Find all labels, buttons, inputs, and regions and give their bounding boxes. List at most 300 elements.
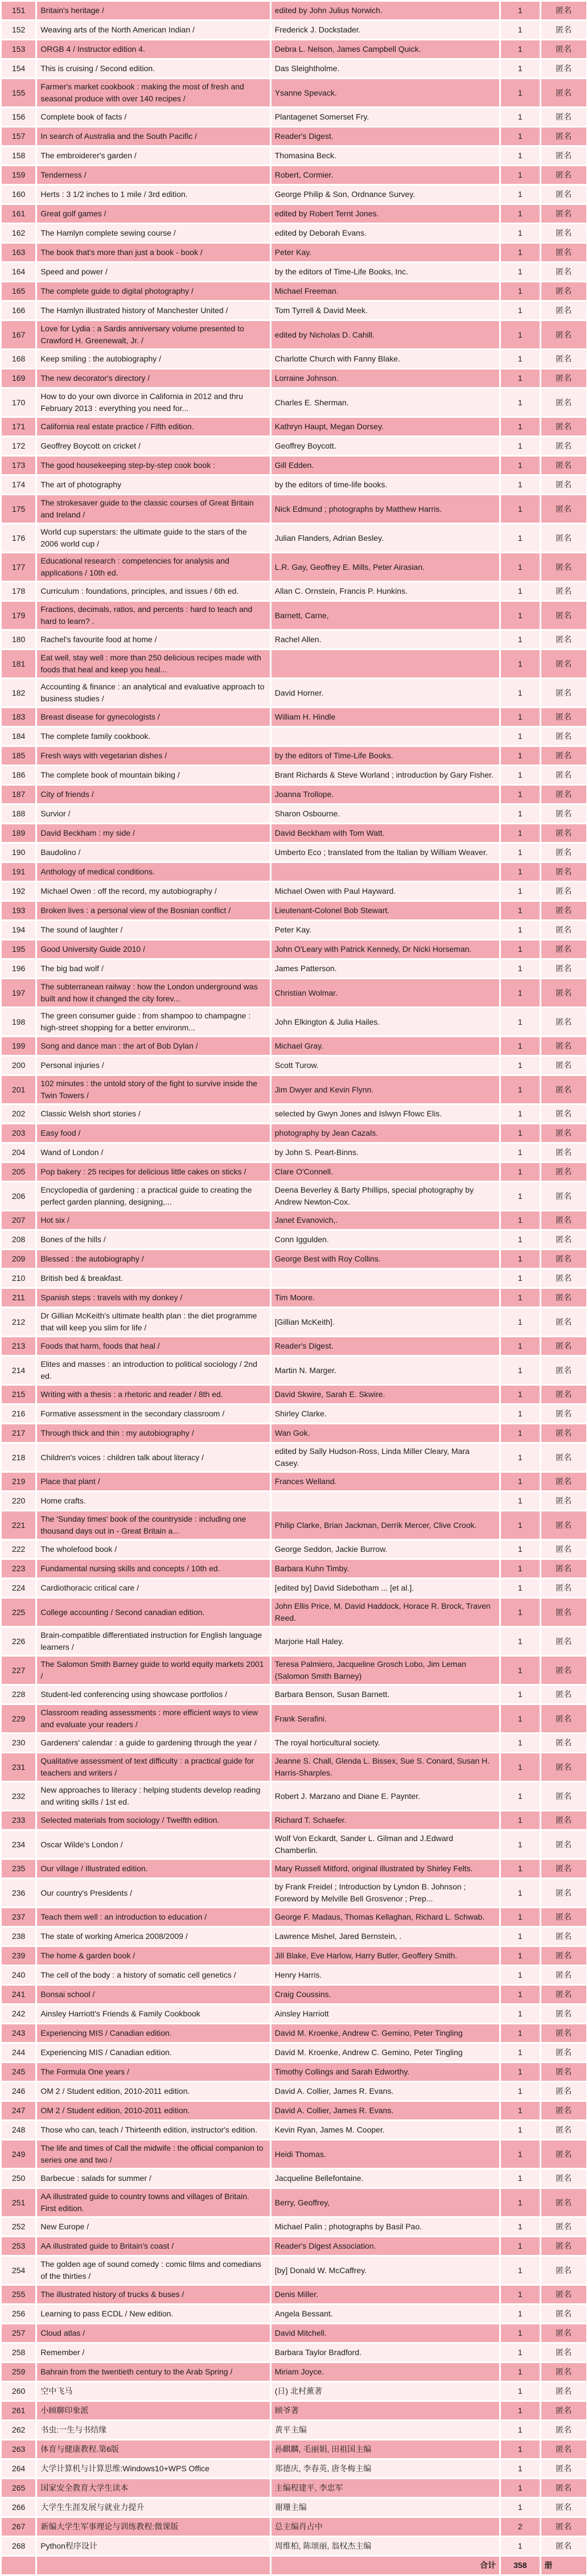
table-row bbox=[2, 369, 586, 387]
copy-count-cell: 1 bbox=[501, 1405, 539, 1423]
copy-count-cell: 1 bbox=[501, 1492, 539, 1510]
anonymous-donor-cell: 匿名 bbox=[541, 389, 587, 416]
book-author-cell: William H. Hindle bbox=[272, 708, 499, 726]
book-author-cell: Clare O'Connell. bbox=[272, 1163, 499, 1181]
copy-count-cell: 1 bbox=[501, 1424, 539, 1442]
row-number-cell: 219 bbox=[2, 1473, 35, 1490]
book-title-cell: College accounting / Second canadian edition. bbox=[37, 1599, 269, 1626]
row-number-cell: 183 bbox=[2, 708, 35, 726]
book-author-cell: [edited by] David Sidebotham ... [et al.]. bbox=[272, 1579, 499, 1597]
book-title-cell: Python程序设计 bbox=[37, 2537, 269, 2555]
copy-count-cell: 1 bbox=[501, 244, 539, 261]
table-row bbox=[2, 476, 586, 494]
footer-empty-title-cell bbox=[37, 2557, 269, 2574]
row-number-cell: 195 bbox=[2, 940, 35, 958]
anonymous-donor-cell: 匿名 bbox=[541, 631, 587, 648]
table-row bbox=[2, 1734, 586, 1752]
row-number-cell: 165 bbox=[2, 282, 35, 300]
anonymous-donor-cell: 匿名 bbox=[541, 679, 587, 706]
book-title-cell: Hot six / bbox=[37, 1211, 269, 1229]
book-author-cell: 谢珊主编 bbox=[272, 2499, 499, 2516]
book-author-cell: by John S. Peart-Binns. bbox=[272, 1144, 499, 1161]
book-title-cell: New Europe / bbox=[37, 2218, 269, 2236]
book-author-cell: by the editors of Time-Life Books. bbox=[272, 747, 499, 765]
book-author-cell: Richard T. Schaefer. bbox=[272, 1811, 499, 1829]
table-row bbox=[2, 902, 586, 919]
copy-count-cell: 1 bbox=[501, 186, 539, 203]
copy-count-cell: 1 bbox=[501, 786, 539, 803]
table-row bbox=[2, 128, 586, 145]
book-author-cell: Lawrence Mishel, Jared Bernstein, . bbox=[272, 1928, 499, 1945]
row-number-cell: 190 bbox=[2, 844, 35, 861]
total-label: 合计 bbox=[272, 2557, 499, 2574]
book-title-cell: Learning to pass ECDL / New edition. bbox=[37, 2305, 269, 2323]
book-title-cell: The complete book of mountain biking / bbox=[37, 766, 269, 784]
table-row bbox=[2, 1811, 586, 1829]
copy-count-cell: 1 bbox=[501, 1753, 539, 1781]
book-author-cell: Lorraine Johnson. bbox=[272, 369, 499, 387]
book-title-cell: Speed and power / bbox=[37, 263, 269, 281]
book-title-cell: 国家安全教育大学生读本 bbox=[37, 2479, 269, 2497]
anonymous-donor-cell: 匿名 bbox=[541, 960, 587, 977]
book-author-cell: Reader's Digest Association. bbox=[272, 2237, 499, 2255]
row-number-cell: 231 bbox=[2, 1753, 35, 1781]
book-author-cell: Geoffrey Boycott. bbox=[272, 437, 499, 455]
row-number-cell: 233 bbox=[2, 1811, 35, 1829]
book-title-cell: Children's voices : children talk about literacy / bbox=[37, 1444, 269, 1471]
row-number-cell: 174 bbox=[2, 476, 35, 494]
copy-count-cell: 1 bbox=[501, 1947, 539, 1965]
book-author-cell: 郑德庆, 李春英, 唐冬梅主编 bbox=[272, 2460, 499, 2478]
table-row bbox=[2, 960, 586, 977]
row-number-cell: 224 bbox=[2, 1579, 35, 1597]
anonymous-donor-cell: 匿名 bbox=[541, 2518, 587, 2536]
table-row bbox=[2, 2344, 586, 2361]
anonymous-donor-cell: 匿名 bbox=[541, 1908, 587, 1926]
book-title-cell: Cardiothoracic critical care / bbox=[37, 1579, 269, 1597]
copy-count-cell: 1 bbox=[501, 418, 539, 436]
book-author-cell: Wolf Von Eckardt, Sander L. Gilman and J.Edward Chamberlin. bbox=[272, 1831, 499, 1858]
book-title-cell: Farmer's market cookbook : making the most of fresh and seasonal produce with over 140 recipes / bbox=[37, 79, 269, 106]
book-author-cell: Michael Freeman. bbox=[272, 282, 499, 300]
table-row bbox=[2, 389, 586, 416]
table-row bbox=[2, 1057, 586, 1074]
anonymous-donor-cell: 匿名 bbox=[541, 2044, 587, 2061]
copy-count-cell: 1 bbox=[501, 1628, 539, 1655]
row-number-cell: 205 bbox=[2, 1163, 35, 1181]
copy-count-cell: 1 bbox=[501, 2237, 539, 2255]
anonymous-donor-cell: 匿名 bbox=[541, 979, 587, 1006]
anonymous-donor-cell: 匿名 bbox=[541, 747, 587, 765]
anonymous-donor-cell: 匿名 bbox=[541, 282, 587, 300]
row-number-cell: 239 bbox=[2, 1947, 35, 1965]
copy-count-cell: 1 bbox=[501, 631, 539, 648]
anonymous-donor-cell: 匿名 bbox=[541, 1163, 587, 1181]
copy-count-cell: 1 bbox=[501, 147, 539, 165]
anonymous-donor-cell: 匿名 bbox=[541, 2257, 587, 2284]
book-title-cell: The art of photography bbox=[37, 476, 269, 494]
row-number-cell: 225 bbox=[2, 1599, 35, 1626]
book-author-cell: Frank Serafini. bbox=[272, 1705, 499, 1732]
copy-count-cell: 1 bbox=[501, 40, 539, 58]
book-author-cell bbox=[272, 650, 499, 677]
table-row bbox=[2, 1928, 586, 1945]
copy-count-cell: 1 bbox=[501, 302, 539, 319]
row-number-cell: 245 bbox=[2, 2063, 35, 2081]
table-row bbox=[2, 786, 586, 803]
book-title-cell: Dr Gillian McKeith's ultimate health plan : the diet programme that will keep you slim for life / bbox=[37, 1308, 269, 1336]
row-number-cell: 169 bbox=[2, 369, 35, 387]
book-title-cell: Selected materials from sociology / Twelfth edition. bbox=[37, 1811, 269, 1829]
book-title-cell: Through thick and thin : my autobiography / bbox=[37, 1424, 269, 1442]
book-title-cell: 102 minutes : the untold story of the fight to survive inside the Twin Towers / bbox=[37, 1076, 269, 1103]
anonymous-donor-cell: 匿名 bbox=[541, 2344, 587, 2361]
anonymous-donor-cell: 匿名 bbox=[541, 2218, 587, 2236]
copy-count-cell: 1 bbox=[501, 728, 539, 745]
book-author-cell: James Patterson. bbox=[272, 960, 499, 977]
book-author-cell bbox=[272, 863, 499, 881]
copy-count-cell: 1 bbox=[501, 350, 539, 368]
table-row bbox=[2, 1705, 586, 1732]
row-number-cell: 200 bbox=[2, 1057, 35, 1074]
anonymous-donor-cell: 匿名 bbox=[541, 2063, 587, 2081]
copy-count-cell: 1 bbox=[501, 389, 539, 416]
copy-count-cell: 1 bbox=[501, 21, 539, 39]
book-title-cell: Qualitative assessment of text difficulty : a practical guide for teachers and writers / bbox=[37, 1753, 269, 1781]
row-number-cell: 154 bbox=[2, 60, 35, 77]
table-row bbox=[2, 2044, 586, 2061]
copy-count-cell: 1 bbox=[501, 321, 539, 348]
book-author-cell: Charles E. Sherman. bbox=[272, 389, 499, 416]
row-number-cell: 251 bbox=[2, 2189, 35, 2216]
anonymous-donor-cell: 匿名 bbox=[541, 2082, 587, 2100]
book-author-cell: John Ellis Price, M. David Haddock, Horace R. Brock, Traven Reed. bbox=[272, 1599, 499, 1626]
copy-count-cell: 1 bbox=[501, 369, 539, 387]
anonymous-donor-cell: 匿名 bbox=[541, 1057, 587, 1074]
table-row bbox=[2, 1144, 586, 1161]
anonymous-donor-cell: 匿名 bbox=[541, 2324, 587, 2342]
table-row bbox=[2, 2363, 586, 2381]
anonymous-donor-cell: 匿名 bbox=[541, 244, 587, 261]
book-title-cell: 小顾聊印象派 bbox=[37, 2402, 269, 2419]
copy-count-cell: 1 bbox=[501, 824, 539, 842]
row-number-cell: 246 bbox=[2, 2082, 35, 2100]
copy-count-cell: 1 bbox=[501, 940, 539, 958]
book-author-cell: Ysanne Spevack. bbox=[272, 79, 499, 106]
row-number-cell: 229 bbox=[2, 1705, 35, 1732]
anonymous-donor-cell: 匿名 bbox=[541, 1289, 587, 1307]
book-author-cell: Brant Richards & Steve Worland ; introduction by Gary Fisher. bbox=[272, 766, 499, 784]
anonymous-donor-cell: 匿名 bbox=[541, 1628, 587, 1655]
anonymous-donor-cell: 匿名 bbox=[541, 882, 587, 900]
table-row bbox=[2, 2460, 586, 2478]
copy-count-cell: 1 bbox=[501, 1879, 539, 1907]
row-number-cell: 261 bbox=[2, 2402, 35, 2419]
book-author-cell: Rachel Allen. bbox=[272, 631, 499, 648]
table-row bbox=[2, 2382, 586, 2400]
book-title-cell: AA illustrated guide to country towns and villages of Britain. First edition. bbox=[37, 2189, 269, 2216]
row-number-cell: 187 bbox=[2, 786, 35, 803]
book-title-cell: Bahrain from the twentieth century to the Arab Spring / bbox=[37, 2363, 269, 2381]
copy-count-cell: 1 bbox=[501, 1057, 539, 1074]
total-unit-label: 册 bbox=[541, 2557, 587, 2574]
table-row bbox=[2, 2170, 586, 2187]
row-number-cell: 232 bbox=[2, 1782, 35, 1810]
book-title-cell: Foods that harm, foods that heal / bbox=[37, 1337, 269, 1355]
book-title-cell: Ainsley Harriott's Friends & Family Cookbook bbox=[37, 2005, 269, 2023]
anonymous-donor-cell: 匿名 bbox=[541, 21, 587, 39]
book-author-cell bbox=[272, 1492, 499, 1510]
book-title-cell: Spanish steps : travels with my donkey / bbox=[37, 1289, 269, 1307]
copy-count-cell: 1 bbox=[501, 1657, 539, 1684]
copy-count-cell: 1 bbox=[501, 2257, 539, 2284]
anonymous-donor-cell: 匿名 bbox=[541, 805, 587, 823]
book-title-cell: This is cruising / Second edition. bbox=[37, 60, 269, 77]
book-author-cell: Robert J. Marzano and Diane E. Paynter. bbox=[272, 1782, 499, 1810]
row-number-cell: 242 bbox=[2, 2005, 35, 2023]
book-title-cell: Michael Owen : off the record, my autobiography / bbox=[37, 882, 269, 900]
row-number-cell: 156 bbox=[2, 108, 35, 126]
copy-count-cell: 1 bbox=[501, 1163, 539, 1181]
book-title-cell: Rachel's favourite food at home / bbox=[37, 631, 269, 648]
book-title-cell: Oscar Wilde's London / bbox=[37, 1831, 269, 1858]
copy-count-cell: 1 bbox=[501, 1008, 539, 1036]
row-number-cell: 198 bbox=[2, 1008, 35, 1036]
table-row bbox=[2, 979, 586, 1006]
copy-count-cell: 1 bbox=[501, 708, 539, 726]
copy-count-cell: 1 bbox=[501, 882, 539, 900]
table-row bbox=[2, 679, 586, 706]
book-author-cell: Marjorie Hall Haley. bbox=[272, 1628, 499, 1655]
anonymous-donor-cell: 匿名 bbox=[541, 495, 587, 523]
row-number-cell: 167 bbox=[2, 321, 35, 348]
anonymous-donor-cell: 匿名 bbox=[541, 1657, 587, 1684]
table-row bbox=[2, 1657, 586, 1684]
table-row bbox=[2, 631, 586, 648]
book-author-cell: Charlotte Church with Fanny Blake. bbox=[272, 350, 499, 368]
book-author-cell: Robert, Cormier. bbox=[272, 166, 499, 184]
book-title-cell: The green consumer guide : from shampoo to champagne : high-street shopping for a better environm... bbox=[37, 1008, 269, 1036]
anonymous-donor-cell: 匿名 bbox=[541, 1424, 587, 1442]
row-number-cell: 186 bbox=[2, 766, 35, 784]
anonymous-donor-cell: 匿名 bbox=[541, 1008, 587, 1036]
book-title-cell: 大学生生涯发展与就业力提升 bbox=[37, 2499, 269, 2516]
book-author-cell: Martin N. Marger. bbox=[272, 1357, 499, 1384]
book-title-cell: Educational research : competencies for analysis and applications / 10th ed. bbox=[37, 553, 269, 581]
row-number-cell: 201 bbox=[2, 1076, 35, 1103]
anonymous-donor-cell: 匿名 bbox=[541, 205, 587, 223]
book-author-cell: Miriam Joyce. bbox=[272, 2363, 499, 2381]
anonymous-donor-cell: 匿名 bbox=[541, 1928, 587, 1945]
book-title-cell: Gardeners' calendar : a guide to gardening through the year / bbox=[37, 1734, 269, 1752]
anonymous-donor-cell: 匿名 bbox=[541, 350, 587, 368]
book-author-cell: Tim Moore. bbox=[272, 1289, 499, 1307]
book-author-cell: 孙麒麟, 毛丽娟, 田祖国主编 bbox=[272, 2441, 499, 2458]
book-title-cell: The sound of laughter / bbox=[37, 921, 269, 939]
row-number-cell: 151 bbox=[2, 2, 35, 19]
table-row bbox=[2, 524, 586, 552]
row-number-cell: 260 bbox=[2, 2382, 35, 2400]
table-row bbox=[2, 1579, 586, 1597]
anonymous-donor-cell: 匿名 bbox=[541, 602, 587, 629]
anonymous-donor-cell: 匿名 bbox=[541, 1831, 587, 1858]
row-number-cell: 221 bbox=[2, 1511, 35, 1539]
table-row bbox=[2, 282, 586, 300]
row-number-cell: 203 bbox=[2, 1124, 35, 1142]
book-title-cell: The book that's more than just a book - book / bbox=[37, 244, 269, 261]
anonymous-donor-cell: 匿名 bbox=[541, 650, 587, 677]
book-title-cell: Song and dance man : the art of Bob Dylan / bbox=[37, 1037, 269, 1055]
copy-count-cell: 1 bbox=[501, 582, 539, 600]
table-row bbox=[2, 457, 586, 474]
book-author-cell: [by] Donald W. McCaffrey. bbox=[272, 2257, 499, 2284]
copy-count-cell: 1 bbox=[501, 1860, 539, 1877]
book-author-cell: Sharon Osbourne. bbox=[272, 805, 499, 823]
row-number-cell: 240 bbox=[2, 1966, 35, 1984]
row-number-cell: 191 bbox=[2, 863, 35, 881]
anonymous-donor-cell: 匿名 bbox=[541, 418, 587, 436]
anonymous-donor-cell: 匿名 bbox=[541, 224, 587, 242]
row-number-cell: 241 bbox=[2, 1986, 35, 2003]
copy-count-cell: 1 bbox=[501, 166, 539, 184]
table-row bbox=[2, 1211, 586, 1229]
book-author-cell: David Skwire, Sarah E. Skwire. bbox=[272, 1386, 499, 1403]
anonymous-donor-cell: 匿名 bbox=[541, 1540, 587, 1558]
book-title-cell: Pop bakery : 25 recipes for delicious little cakes on sticks / bbox=[37, 1163, 269, 1181]
anonymous-donor-cell: 匿名 bbox=[541, 728, 587, 745]
book-title-cell: Elites and masses : an introduction to political sociology / 2nd ed. bbox=[37, 1357, 269, 1384]
book-title-cell: The golden age of sound comedy : comic films and comedians of the thirties / bbox=[37, 2257, 269, 2284]
book-title-cell: Weaving arts of the North American Indian / bbox=[37, 21, 269, 39]
book-title-cell: Easy food / bbox=[37, 1124, 269, 1142]
table-row bbox=[2, 21, 586, 39]
book-title-cell: Bones of the hills / bbox=[37, 1231, 269, 1248]
table-row bbox=[2, 650, 586, 677]
row-number-cell: 253 bbox=[2, 2237, 35, 2255]
copy-count-cell: 1 bbox=[501, 2140, 539, 2168]
book-author-cell: by Frank Freidel ; Introduction by Lyndon B. Johnson ; Foreword by Melville Bell Grosvenor ; Prep... bbox=[272, 1879, 499, 1907]
book-author-cell: George F. Madaus, Thomas Kellaghan, Richard L. Schwab. bbox=[272, 1908, 499, 1926]
copy-count-cell: 1 bbox=[501, 1473, 539, 1490]
book-author-cell: Craig Coussins. bbox=[272, 1986, 499, 2003]
anonymous-donor-cell: 匿名 bbox=[541, 2121, 587, 2139]
row-number-cell: 177 bbox=[2, 553, 35, 581]
table-row bbox=[2, 2324, 586, 2342]
anonymous-donor-cell: 匿名 bbox=[541, 1966, 587, 1984]
copy-count-cell: 1 bbox=[501, 60, 539, 77]
anonymous-donor-cell: 匿名 bbox=[541, 2189, 587, 2216]
row-number-cell: 230 bbox=[2, 1734, 35, 1752]
book-title-cell: The wholefood book / bbox=[37, 1540, 269, 1558]
anonymous-donor-cell: 匿名 bbox=[541, 1860, 587, 1877]
book-title-cell: The illustrated history of trucks & buses / bbox=[37, 2286, 269, 2303]
book-title-cell: OM 2 / Student edition, 2010-2011 edition. bbox=[37, 2082, 269, 2100]
book-author-cell: David Beckham with Tom Watt. bbox=[272, 824, 499, 842]
book-title-cell: 新编大学生军事理论与训练教程:微课版 bbox=[37, 2518, 269, 2536]
book-author-cell: Frances Welland. bbox=[272, 1473, 499, 1490]
book-title-cell: David Beckham : my side / bbox=[37, 824, 269, 842]
copy-count-cell: 2 bbox=[501, 2518, 539, 2536]
book-title-cell: World cup superstars: the ultimate guide to the stars of the 2006 world cup / bbox=[37, 524, 269, 552]
anonymous-donor-cell: 匿名 bbox=[541, 824, 587, 842]
table-row bbox=[2, 2218, 586, 2236]
row-number-cell: 228 bbox=[2, 1686, 35, 1703]
anonymous-donor-cell: 匿名 bbox=[541, 2499, 587, 2516]
copy-count-cell: 1 bbox=[501, 1182, 539, 1210]
copy-count-cell: 1 bbox=[501, 553, 539, 581]
anonymous-donor-cell: 匿名 bbox=[541, 2537, 587, 2555]
table-row bbox=[2, 1231, 586, 1248]
book-author-cell: Nick Edmund ; photographs by Matthew Harris. bbox=[272, 495, 499, 523]
anonymous-donor-cell: 匿名 bbox=[541, 369, 587, 387]
row-number-cell: 153 bbox=[2, 40, 35, 58]
row-number-cell: 243 bbox=[2, 2024, 35, 2042]
book-title-cell: The life and times of Call the midwife : the official companion to series one and two / bbox=[37, 2140, 269, 2168]
copy-count-cell: 1 bbox=[501, 2421, 539, 2439]
row-number-cell: 247 bbox=[2, 2102, 35, 2119]
copy-count-cell: 1 bbox=[501, 1231, 539, 1248]
anonymous-donor-cell: 匿名 bbox=[541, 2479, 587, 2497]
footer-empty-seq-cell bbox=[2, 2557, 35, 2574]
book-author-cell: Michael Owen with Paul Hayward. bbox=[272, 882, 499, 900]
book-title-cell: Breast disease for gynecologists / bbox=[37, 708, 269, 726]
book-author-cell: Angela Bessant. bbox=[272, 2305, 499, 2323]
book-author-cell: David A. Collier, James R. Evans. bbox=[272, 2102, 499, 2119]
copy-count-cell: 1 bbox=[501, 1511, 539, 1539]
row-number-cell: 192 bbox=[2, 882, 35, 900]
book-title-cell: Anthology of medical conditions. bbox=[37, 863, 269, 881]
table-row bbox=[2, 1986, 586, 2003]
anonymous-donor-cell: 匿名 bbox=[541, 476, 587, 494]
copy-count-cell: 1 bbox=[501, 747, 539, 765]
table-row bbox=[2, 882, 586, 900]
anonymous-donor-cell: 匿名 bbox=[541, 1182, 587, 1210]
anonymous-donor-cell: 匿名 bbox=[541, 902, 587, 919]
copy-count-cell: 1 bbox=[501, 2441, 539, 2458]
row-number-cell: 196 bbox=[2, 960, 35, 977]
table-row bbox=[2, 2082, 586, 2100]
copy-count-cell: 1 bbox=[501, 1211, 539, 1229]
anonymous-donor-cell: 匿名 bbox=[541, 60, 587, 77]
row-number-cell: 262 bbox=[2, 2421, 35, 2439]
row-number-cell: 199 bbox=[2, 1037, 35, 1055]
book-title-cell: Baudolino / bbox=[37, 844, 269, 861]
book-author-cell: edited by Robert Ternt Jones. bbox=[272, 205, 499, 223]
anonymous-donor-cell: 匿名 bbox=[541, 1599, 587, 1626]
table-row bbox=[2, 844, 586, 861]
book-author-cell: Jim Dwyer and Kevin Flynn. bbox=[272, 1076, 499, 1103]
copy-count-cell: 1 bbox=[501, 960, 539, 977]
book-title-cell: Broken lives : a personal view of the Bosnian conflict / bbox=[37, 902, 269, 919]
book-title-cell: The Hamlyn complete sewing course / bbox=[37, 224, 269, 242]
book-author-cell: edited by Sally Hudson-Ross, Linda Miller Cleary, Mara Casey. bbox=[272, 1444, 499, 1471]
book-author-cell: 总主编肖占中 bbox=[272, 2518, 499, 2536]
table-row bbox=[2, 2237, 586, 2255]
table-row bbox=[2, 437, 586, 455]
row-number-cell: 220 bbox=[2, 1492, 35, 1510]
copy-count-cell: 1 bbox=[501, 2063, 539, 2081]
table-row bbox=[2, 1908, 586, 1926]
table-row bbox=[2, 1782, 586, 1810]
table-row bbox=[2, 1424, 586, 1442]
book-title-cell: New approaches to literacy : helping students develop reading and writing skills / 1st ed. bbox=[37, 1782, 269, 1810]
anonymous-donor-cell: 匿名 bbox=[541, 1579, 587, 1597]
row-number-cell: 217 bbox=[2, 1424, 35, 1442]
row-number-cell: 256 bbox=[2, 2305, 35, 2323]
book-title-cell: Teach them well : an introduction to education / bbox=[37, 1908, 269, 1926]
book-title-cell: Fresh ways with vegetarian dishes / bbox=[37, 747, 269, 765]
table-row bbox=[2, 940, 586, 958]
